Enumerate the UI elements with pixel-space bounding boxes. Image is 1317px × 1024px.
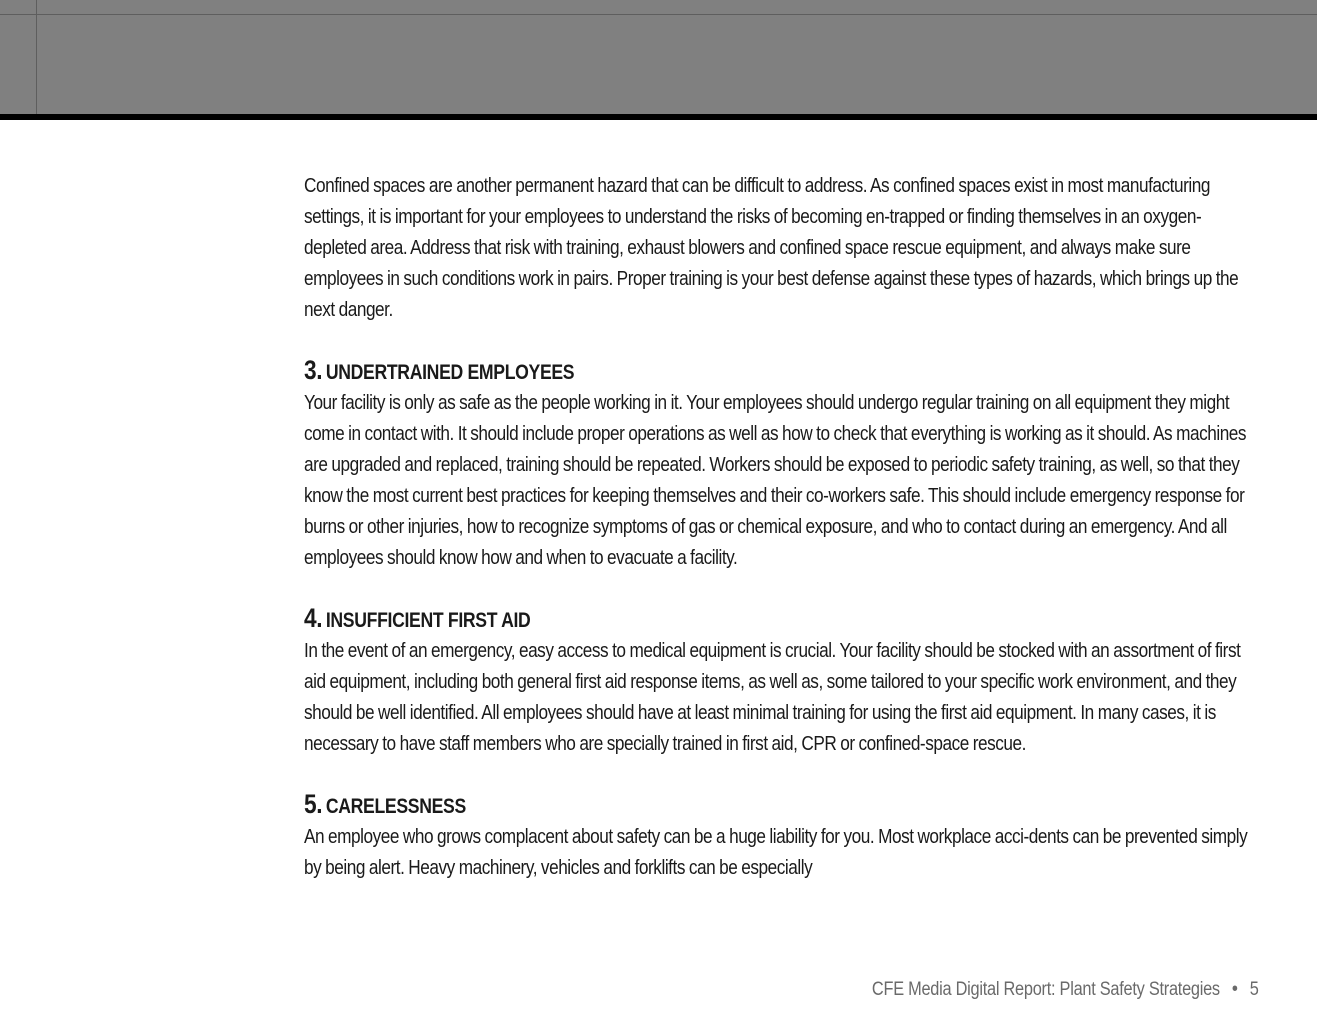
header-band <box>0 0 1317 114</box>
section-number: 4. <box>304 603 323 633</box>
footer-report-title: CFE Media Digital Report: Plant Safety Strategies <box>872 979 1221 1000</box>
section-insufficient-first-aid <box>304 602 1264 759</box>
section-heading <box>304 788 1262 821</box>
section-title: UNDERTRAINED EMPLOYEES <box>325 361 575 384</box>
section-carelessness <box>304 788 1264 883</box>
page-number: 5 <box>1250 979 1259 1000</box>
header-divider-horizontal <box>0 14 1317 15</box>
section-number: 3. <box>304 355 323 385</box>
section-title: CARELESSNESS <box>325 795 466 818</box>
section-paragraph: An employee who grows complacent about safety can be a huge liability for you. Most workplace acci-dents can be prevented simply by being alert. Heavy machinery, vehicles and forklifts can be especially <box>304 825 1248 879</box>
section-heading <box>304 602 1262 635</box>
header-divider-vertical <box>36 0 37 114</box>
article-body <box>304 170 1264 883</box>
section-paragraph: In the event of an emergency, easy access to medical equipment is crucial. Your facility should be stocked with an assortment of first aid equipment, including both general first aid response items, as well as, some tailored to your specific work environment, and they should be well identified. All employees should have at least minimal training for using the first aid equipment. In many cases, it is necessary to have staff members who are specially trained in first aid, CPR or confined-space rescue. <box>304 639 1241 755</box>
intro-paragraph: Confined spaces are another permanent hazard that can be difficult to address. As confined spaces exist in most manufacturing settings, it is important for your employees to understand the risks of becoming en-trapped or finding themselves in an oxygen-depleted area. Address that risk with training, exhaust blowers and confined space rescue equipment, and always make sure employees in such conditions work in pairs. Proper training is your best defense against these types of hazards, which brings up the next danger. <box>304 174 1239 321</box>
page-footer <box>872 978 1259 1001</box>
footer-bullet: • <box>1232 978 1239 1000</box>
section-number: 5. <box>304 789 323 819</box>
header-rule <box>0 114 1317 120</box>
section-title: INSUFFICIENT FIRST AID <box>325 609 531 632</box>
section-heading <box>304 354 1262 387</box>
section-paragraph: Your facility is only as safe as the people working in it. Your employees should undergo regular training on all equipment they might come in contact with. It should include proper operations as well as how to check that everything is working as it should. As machines are upgraded and replaced, training should be repeated. Workers should be exposed to periodic safety training, as well, so that they know the most current best practices for keeping themselves and their co-workers safe. This should include emergency response for burns or other injuries, how to recognize symptoms of gas or chemical exposure, and who to contact during an emergency. And all employees should know how and when to evacuate a facility. <box>304 391 1247 569</box>
section-undertrained-employees <box>304 354 1264 573</box>
